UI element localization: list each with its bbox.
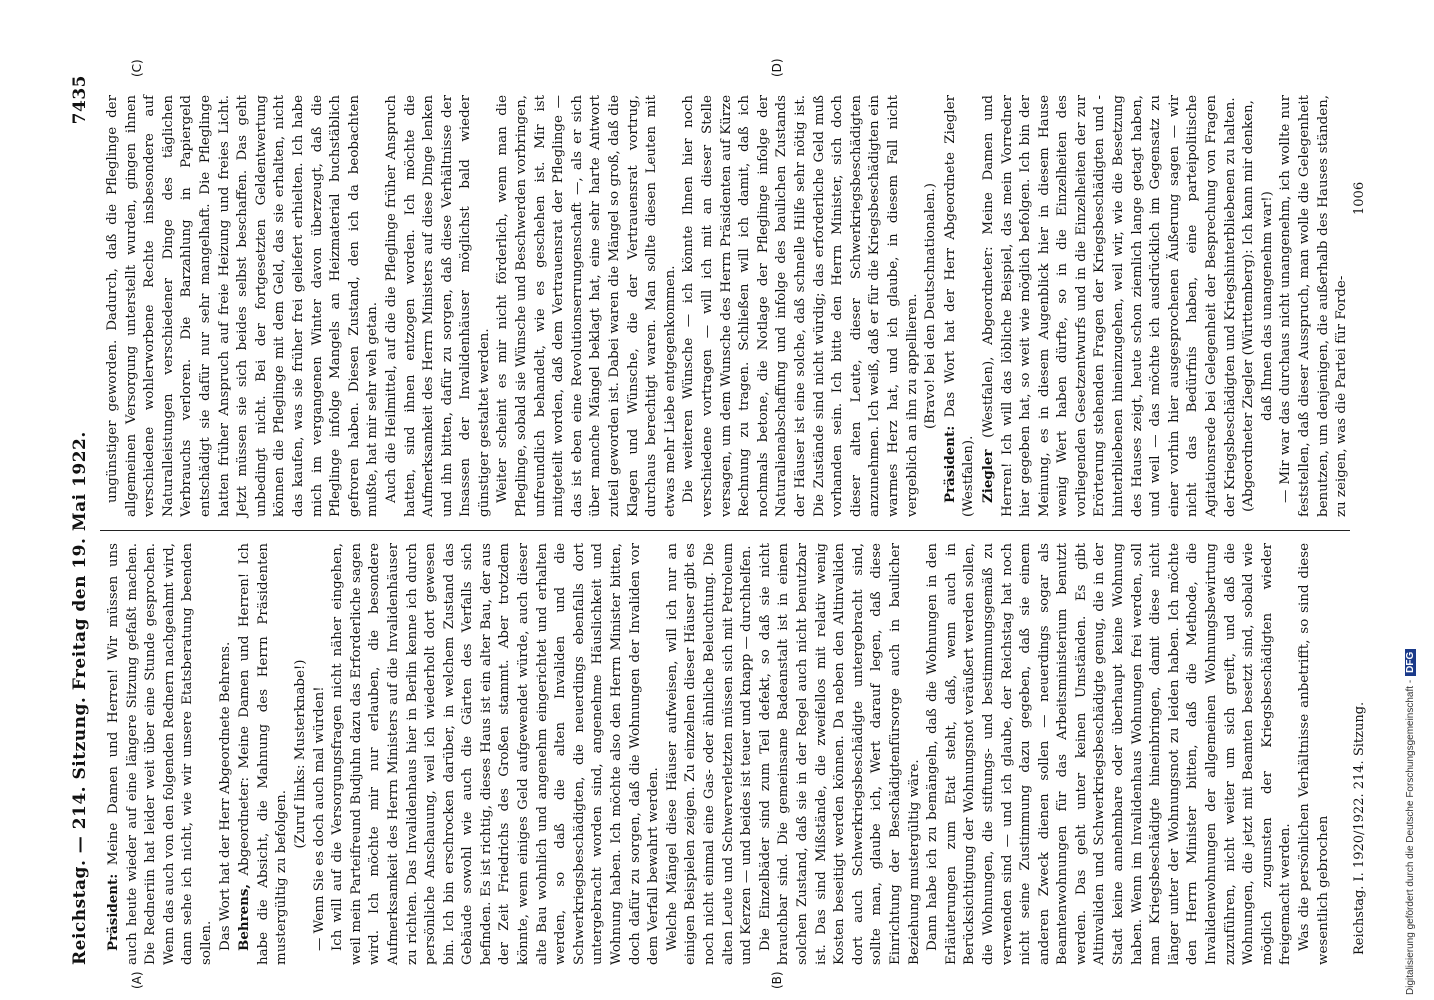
paragraph-text: Welche Mängel diese Häuser aufweisen, will ich nur an einigen Beispielen zeigen. Zu einzelnen dieser Häuser gibt es noch nicht einmal eine Gas- oder ähnliche Beleuchtung. Die alten Leute und Schwerverletzten müssen sich mit Petroleum und Kerzen — und beides ist teuer und knapp — durchhelfen. [664,543,755,965]
paragraph [494,95,680,517]
dfg-logo: DFG [1405,649,1416,676]
paragraph-text: — Wenn Sie es doch auch mal würden! [311,686,327,951]
paragraph-text: (Bravo! bei den Deutschnationalen.) [923,182,939,430]
running-head [70,55,96,995]
paragraph [664,543,757,965]
page-number: 7435 [70,75,90,125]
digitization-credit [1405,5,1425,995]
paragraph [922,95,941,517]
paragraph [1240,95,1277,517]
paragraph [924,543,1296,965]
rotated-newspaper-page [70,55,1400,995]
column-divider [100,530,1350,531]
column-marker-a: (A) [130,971,144,989]
paragraph-text: Auch die Heilmittel, auf die die Pfleglinge früher Anspruch hatten, sind ihnen entzogen worden. Ich möchte die Aufmerksamkeit des Herrn Ministers auf diese Dinge lenken und ihn bitten, dafür zu sorgen, daß diese Verhältnisse der Insassen der Invalidenhäuser möglichst bald wieder günstiger gestaltet werden. [383,95,492,517]
speaker-name: Präsident: [105,873,121,951]
paragraph [941,95,979,517]
paragraph-text: Dann habe ich zu bemängeln, daß die Wohnungen in den Erläuterungen zum Etat steht, daß, wenn auch in Berücksichtigung der Wohnungsnot veräußert werden sollen, die Wohnungen, die stiftungs- und bestimmungsgemäß zu verwenden sind — und ich glaube, der Reichstag hat noch nicht seine Zustimmung dazu gegeben, daß sie einem anderen Zweck dienen sollen — neuerdings sogar als Beamtenwohnungen für das Arbeitsministerium benutzt werden. Das geht unter keinen Umständen. Es gibt Altinvaliden und Schwerkriegsbeschädigte genug, die in der Stadt keine annehmbare oder überhaupt keine Wohnung haben. Wenn im Invalidenhaus Wohnungen frei werden, soll man Kriegsbeschädigte hineinbringen, damit diese nicht länger unter der Wohnungsnot zu leiden haben. Ich möchte den Herrn Minister bitten, daß die Methode, die Invalidenwohnungen der allgemeinen Wohnungsbewirtung zuzuführen, nicht weiter um sich greift, und daß die Wohnungen, die jetzt mit Beamten besetzt sind, sobald wie möglich zugunsten der Kriegsbeschädigten wieder freigemacht werden. [925,543,1294,965]
paragraph-text: Das Wort hat der Herr Abgeordnete Behrens. [217,641,233,951]
paragraph [329,543,664,965]
paragraph-text: Die Einzelbäder sind zum Teil defekt, so daß sie nicht brauchbar sind. Die gemeinsame Badeanstalt ist in einem solchen Zustand, daß sie in der Regel auch nicht benutzbar ist. Das sind Mißstände, die zweifellos mit relativ wenig Kosten beseitigt werden können. Da neben den Altinvaliden dort auch Schwerkriegsbeschädigte untergebracht sind, sollte man, glaube ich, Wert darauf legen, daß diese Einrichtung der Beschädigtenfürsorge auch in baulicher Beziehung mustergültig wäre. [757,543,922,965]
paragraph [979,95,1240,517]
left-text-column [104,543,1344,965]
paragraph-text: Meine Damen und Herren! Wir müssen uns auch heute wieder auf eine längere Sitzung gefaßt machen. Die Redneriin hat leider weit über eine Stunde gesprochen. Wenn das auch von den folgenden Rednern nachgeahmt wird, dann sehe ich nicht, wie wir unsere Etatsberatung beenden sollen. [106,542,214,965]
paragraph [311,543,330,965]
paragraph [680,95,922,517]
column-marker-d: (D) [770,58,784,77]
column-marker-c: (C) [130,59,144,77]
paragraph-text: Ich will auf die Versorgungsfragen nicht näher eingehen, weil mein Parteifreund Budjuhn dazu das Erforderliche sagen wird. Ich möchte mir nur erlauben, die besondere Aufmerksamkeit des Herrn Ministers auf die Invalidenhäuser zu richten. Das Invalidenhaus hier in Berlin kenne ich durch persönliche Anschauung, weil ich wiederholt dort gewesen bin. Ich bin erschrocken darüber, in welchem Zustand das Gebäude sowohl wie auch die Gärten des Verfalls sich befinden. Es ist richtig, dieses Haus ist ein alter Bau, der aus der Zeit Friedrichs des Großen stammt. Aber trotzdem könnte, wenn einiges Geld aufgewendet würde, auch dieser alte Bau wohnlich und angenehm eingerichtet und erhalten werden, so daß die alten Invaliden und die Schwerkriegsbeschädigten, die neuerdings ebenfalls dort untergebracht worden sind, angenehme Häuslichkeit und Wohnung haben. Ich möchte also den Herrn Minister bitten, doch dafür zu sorgen, daß die Wohnungen der Invaliden vor dem Verfall bewahrt werden. [330,543,662,965]
paragraph-text: (Abgeordneter Ziegler (Württemberg): Ich kann mir denken, daß Ihnen das unangenehm war!) [1241,100,1275,512]
column-marker-b: (B) [770,971,784,989]
paragraph [217,543,236,965]
right-text-column [104,95,1350,517]
speaker-name: Präsident: [941,425,958,503]
paragraph-text: Weiter scheint es mir nicht förderlich, wenn man die Pfleglinge, sobald sie Wünsche und Beschwerden vorbringen, unfreundlich behandelt, wie es geschehen ist. Mir ist mitgeteilt worden, daß dem Vertrauensrat der Pfleglinge — das ist eben eine Revolutionserrungenschaft —, als er sich über manche Mängel beklagt hat, eine sehr harte Antwort zuteil geworden ist. Dabei waren die Mängel so groß, daß die Klagen und Wünsche, die der Vertrauensrat vortrug, durchaus berechtigt waren. Man sollte diesen Leuten mit etwas mehr Liebe entgegenkommen. [495,95,678,517]
paragraph-text: — Mir war das durchaus nicht unangenehm, ich wollte nur feststellen, daß dieser Ausspruch, man wolle die Gelegenheit benutzen, um denjenigen, die außerhalb des Hauses ständen, zu zeigen, was die Partei für Forde- [1278,95,1350,517]
paragraph [757,543,924,965]
paragraph-text: (Westfalen), Abgeordneter: Meine Damen und Herren! Ich will das löbliche Beispiel, das mein Vorredner hier gegeben hat, so weit wie möglich befolgen. Ich bin der Meinung, es in diesem Augenblick hier in diesem Hause wenig Wert haben dürfte, so in die Einzelheiten des vorliegenden Gesetzentwurfs und in die Einzelheiten der zur Erörterung stehenden Fragen der Kriegsbeschädigten und -hinterbliebenen hineinzugehen, weil wir, wie die Besetzung des Hauses zeigt, heute schon ziemlich lange getagt haben, und weil — das möchte ich ausdrücklich im Gegensatz zu einer vorhin hier ausgesprochenen Äußerung sagen — wir nicht das Bedürfnis haben, eine parteipolitische Agitationsrede bei Gelegenheit der Besprechung von Fragen der Kriegsbeschädigten und Kriegshinterbliebenen zu halten. [980,95,1238,517]
paragraph [235,543,292,965]
digitization-credit-text: Digitalisierung gefördert durch die Deutsche Forschungsgemeinschaft - [1405,679,1416,995]
footer-page-code: 1006 [1352,181,1367,215]
paragraph-text: Das Wort hat der Herr Abgeordnete Ziegler (Westfalen). [942,95,977,517]
paragraph-text: Die weiteren Wünsche — ich könnte Ihnen hier noch verschiedene vortragen — will ich mit an dieser Stelle versagen, um dem Wunsche des Herrn Präsidenten auf Kürze Rechnung zu tragen. Schließen will ich damit, daß ich nochmals betone, die Notlage der Pfleglinge infolge der Naturalienabschaffung und infolge des baulichen Zustands der Häuser ist eine solche, daß schnelle Hilfe sehr nötig ist. Die Zustände sind nicht würdig; das erforderliche Geld muß vorhanden sein. Ich bitte den Herrn Minister, sich doch dieser alten Leute, dieser Schwerkriegsbeschädigten anzunehmen. Ich weiß, daß er für die Kriegsbeschädigten ein warmes Herz hat, und ich glaube, in diesem Fall nicht vergeblich an ihn zu appellieren. [681,95,920,517]
paragraph-text: (Zuruf links: Musterknabe!) [292,659,308,849]
paragraph-text: Abgeordneter: Meine Damen und Herren! Ich habe die Absicht, die Mahnung des Herrn Präsidenten mustergültig zu befolgen. [237,543,290,965]
paragraph-text: ungünstiger geworden. Dadurch, daß die Pfleglinge der allgemeinen Versorgung unterstellt wurden, gingen ihnen verschiedene wohlerworbene Rechte insbesondere auf Naturalleistungen verschiedener Dinge des täglichen Verbrauchs verloren. Die Barzahlung in Papiergeld entschädigt sie dafür nur sehr mangelhaft. Die Pfleglinge hatten früher Anspruch auf freie Heizung und freies Licht. Jetzt müssen sie sich beides selbst beschaffen. Das geht unbedingt nicht. Bei der fortgesetzten Geldentwertung können die Pfleglinge mit dem Geld, das sie erhalten, nicht das kaufen, was sie früher frei geliefert erhielten. Ich habe mich im vergangenen Winter davon überzeugt, daß die Pfleglinge infolge Mangels an Heizmaterial buchstäblich gefroren haben. Diesen Zustand, den ich da beobachten mußte, hat mir sehr weh getan. [105,95,381,517]
running-head-title: Reichstag. — 214. Sitzung. Freitag den 19. Mai 1922. [70,431,90,965]
paragraph [104,543,217,965]
paragraph [104,95,383,517]
paragraph [1296,543,1333,965]
paragraph [1277,95,1351,517]
speaker-name: Ziegler [979,449,996,503]
paragraph-text: Was die persönlichen Verhältnisse anbetrifft, so sind diese wesentlich gebrochen [1297,543,1331,965]
footer-left: Reichstag. I. 1920/1922. 214. Sitzung. [1352,701,1367,955]
paragraph [383,95,495,517]
speaker-name: Behrens, [236,883,253,951]
paragraph [292,543,311,965]
